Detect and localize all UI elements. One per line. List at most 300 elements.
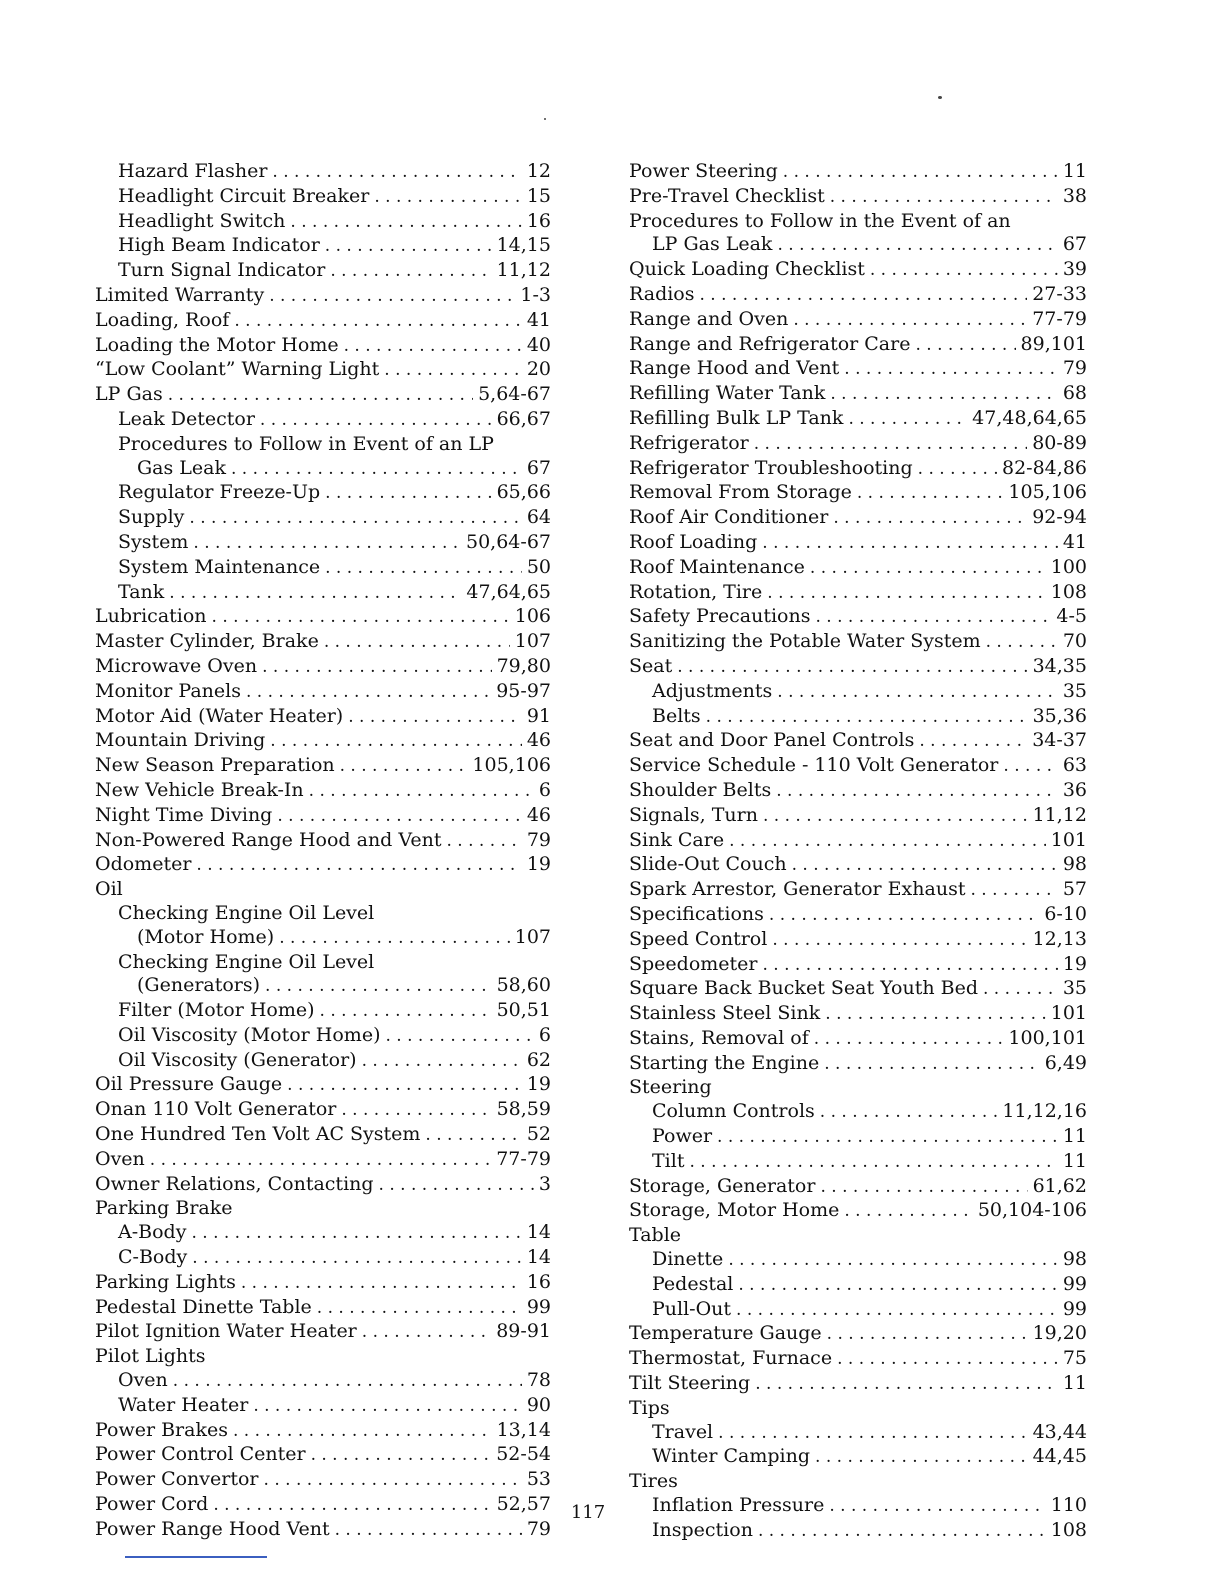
dot-leader [844,358,1058,382]
dot-leader [833,507,1027,531]
index-entry-term: Speedometer [629,952,758,975]
dot-leader [344,335,522,359]
dot-leader [777,681,1058,705]
index-entry [95,358,551,383]
dot-leader [374,186,521,210]
index-entry [95,630,551,655]
index-entry-term: Odometer [95,853,192,876]
index-entry-page: 105,106 [472,754,551,777]
dot-leader [700,284,1028,308]
index-entry [95,531,551,556]
dot-leader [820,1176,1027,1200]
dot-leader [706,706,1028,730]
dot-leader [729,830,1046,854]
index-entry [95,1394,551,1419]
index-entry-term: Table [629,1224,682,1247]
index-entry [95,481,551,506]
dot-leader [919,730,1027,754]
index-entry-page: 41 [1062,530,1087,553]
index-entry-term: Belts [652,704,701,727]
index-entry-page: 101 [1050,828,1087,851]
index-entry [629,680,1087,705]
index-entry [95,1197,551,1221]
index-entry-page: 39 [1062,258,1087,281]
index-entry-term: Removal From Storage [629,481,852,504]
index-entry-page: 98 [1062,853,1087,876]
index-entry-term: Power Range Hood Vent [95,1517,330,1540]
index-entry [629,506,1087,531]
index-entry [95,926,551,951]
index-entry-page: 11 [1062,1149,1087,1172]
index-entry [95,1098,551,1123]
index-entry [95,853,551,878]
index-entry-page: 11 [1062,160,1087,182]
index-entry [95,605,551,630]
index-entry [629,1052,1087,1077]
index-entry-term: (Generators) [137,974,261,997]
index-entry [629,754,1087,779]
index-entry-term: Monitor Panels [95,679,241,702]
index-entry-term: New Vehicle Break-In [95,778,304,801]
dot-leader [340,755,468,779]
index-entry-page: 99 [526,1295,551,1318]
index-entry-term: Rotation, Tire [629,580,763,603]
index-entry-term: Square Back Bucket Seat Youth Bed [629,977,978,1000]
index-entry-page: 95-97 [496,679,551,702]
index-entry-term: Pedestal [652,1272,734,1295]
index-entry-term: Tank [118,580,165,603]
index-entry-term: Sink Care [629,828,725,851]
index-entry-term: Oven [95,1147,145,1170]
index-entry-page: 108 [1050,580,1087,603]
index-entry-page: 99 [1062,1272,1087,1295]
index-entry-term: Motor Aid (Water Heater) [95,704,344,727]
index-entry-term: Oil Viscosity (Motor Home) [118,1023,381,1046]
index-entry-term: Oven [118,1369,168,1392]
index-entry-page: 40 [526,333,551,356]
index-entry [95,1296,551,1321]
index-entry [95,680,551,705]
index-entry-term: System Maintenance [118,555,321,578]
index-entry-term: Shoulder Belts [629,778,772,801]
index-entry [629,1100,1087,1125]
dot-leader [830,383,1057,407]
index-entry-page: 61,62 [1032,1174,1087,1197]
index-entry [629,1470,1087,1494]
index-entry-page: 107 [514,630,551,653]
index-entry-page: 20 [526,358,551,381]
dot-leader [825,1003,1045,1027]
index-entry-term: Gas Leak [137,456,226,479]
index-entry-term: Non-Powered Range Hood and Vent [95,828,442,851]
index-entry-page: 100,101 [1008,1026,1087,1049]
index-entry-page: 35 [1062,977,1087,1000]
index-entry-page: 89-91 [496,1320,551,1343]
dot-leader [325,235,492,259]
index-entry [629,1150,1087,1175]
dot-leader [385,1025,533,1049]
dot-leader [793,309,1027,333]
index-entry [95,974,551,999]
index-entry-term: Range and Refrigerator Care [629,332,911,355]
index-entry-term: (Motor Home) [137,925,275,948]
index-entry-page: 27-33 [1032,282,1087,305]
dot-leader [758,1520,1046,1544]
index-entry [95,878,551,902]
index-entry-page: 77-79 [496,1147,551,1170]
index-entry [629,977,1087,1002]
index-entry [95,705,551,730]
index-entry-term: Inspection [652,1518,753,1541]
index-entry [95,779,551,804]
index-entry [95,383,551,408]
index-entry [95,1123,551,1148]
index-entry [95,1320,551,1345]
dot-leader [844,1200,972,1224]
index-entry-page: 50 [526,555,551,578]
index-entry-page: 47,64,65 [466,580,551,603]
dot-leader [192,1247,522,1271]
index-entry [629,210,1087,234]
index-entry [95,185,551,210]
index-entry-term: Owner Relations, Contacting [95,1172,374,1195]
index-entry-page: 35,36 [1032,704,1087,727]
index-entry-term: Range Hood and Vent [629,357,840,380]
index-entry-page: 77-79 [1032,307,1087,330]
index-entry [95,1221,551,1246]
dot-leader [320,1000,492,1024]
index-entry [95,334,551,359]
index-entry-term: Pedestal Dinette Table [95,1295,312,1318]
index-entry [95,999,551,1024]
index-entry-term: Refrigerator Troubleshooting [629,456,913,479]
index-entry [629,1224,1087,1248]
dot-leader [772,929,1027,953]
dot-leader [857,482,1004,506]
index-entry-page: 1-3 [520,283,551,306]
dot-leader [272,161,521,185]
index-entry-term: Parking Lights [95,1270,236,1293]
index-entry [629,605,1087,630]
dot-leader [870,259,1058,283]
index-entry [629,457,1087,482]
index-entry-term: Tips [629,1396,670,1419]
index-entry-page: 65,66 [496,481,551,504]
index-entry-page: 99 [1062,1297,1087,1320]
index-entry [95,506,551,531]
dot-leader [189,507,521,531]
index-entry [95,902,551,926]
index-entry [95,556,551,581]
index-entry [95,951,551,975]
index-entry [629,258,1087,283]
index-entry-term: One Hundred Ten Volt AC System [95,1123,421,1146]
index-entry [629,1421,1087,1446]
index-entry [629,531,1087,556]
dot-leader [777,234,1057,258]
index-entry-page: 79 [1062,357,1087,380]
index-entry [95,804,551,829]
index-entry [95,259,551,284]
index-entry-term: Hazard Flasher [118,160,268,182]
page-number: 117 [570,1502,606,1523]
index-entry-term: LP Gas Leak [652,233,773,256]
index-entry-term: Travel [652,1420,714,1443]
dot-leader [246,681,491,705]
dot-leader [330,260,491,284]
index-entry [95,1024,551,1049]
index-entry-page: 53 [526,1468,551,1491]
dot-leader [767,582,1045,606]
index-entry [629,630,1087,655]
index-entry-term: Tilt Steering [629,1372,751,1395]
index-entry [629,705,1087,730]
index-entry [95,1073,551,1098]
dot-leader [260,409,492,433]
dot-leader [169,582,461,606]
scan-speck [938,96,942,99]
index-entry-term: Water Heater [118,1393,249,1416]
index-entry [629,432,1087,457]
index-entry [629,233,1087,258]
index-entry-term: Loading the Motor Home [95,333,339,356]
index-entry-page: 90 [526,1393,551,1416]
index-entry-page: 46 [526,729,551,752]
index-entry-term: Pilot Ignition Water Heater [95,1320,357,1343]
index-entry-page: 52 [526,1123,551,1146]
index-entry-term: Signals, Turn [629,803,758,826]
index-entry-term: New Season Preparation [95,754,335,777]
dot-leader [168,384,473,408]
dot-leader [446,830,521,854]
dot-leader [814,1028,1004,1052]
dot-leader [728,1249,1058,1273]
index-entry [629,308,1087,333]
index-entry-term: Safety Precautions [629,605,811,628]
index-entry [629,878,1087,903]
dot-leader [792,854,1058,878]
dot-leader [264,1469,522,1493]
index-entry-page: 12 [526,160,551,182]
dot-leader [348,706,522,730]
index-entry-page: 79 [526,1517,551,1540]
dot-leader [986,631,1058,655]
index-entry-page: 6 [538,1023,551,1046]
index-entry-page: 34-37 [1032,729,1087,752]
dot-leader [820,1101,998,1125]
index-entry-page: 47,48,64,65 [972,406,1087,429]
index-entry-term: Winter Camping [652,1445,811,1468]
dot-leader [173,1370,522,1394]
index-entry-term: Power [652,1125,713,1148]
dot-leader [325,557,522,581]
index-entry-term: Power Brakes [95,1418,228,1441]
index-entry-term: Checking Engine Oil Level [118,901,375,924]
index-entry-term: Storage, Motor Home [629,1199,840,1222]
index-entry [629,185,1087,210]
index-entry-term: Slide-Out Couch [629,853,787,876]
index-entry-page: 68 [1062,382,1087,405]
index-entry-term: Pilot Lights [95,1345,206,1368]
dot-leader [762,532,1058,556]
index-entry [95,754,551,779]
index-entry [95,1173,551,1198]
index-entry [629,804,1087,829]
index-entry-term: Checking Engine Oil Level [118,950,375,973]
index-entry-page: 38 [1062,184,1087,207]
index-entry-term: Radios [629,282,695,305]
index-entry [629,829,1087,854]
dot-leader [279,927,510,951]
index-entry [629,1273,1087,1298]
index-entry-page: 11,12 [1032,803,1087,826]
index-entry-page: 34,35 [1032,654,1087,677]
index-entry-page: 36 [1062,778,1087,801]
dot-leader [718,1422,1027,1446]
dot-leader [970,879,1057,903]
index-entry-page: 108 [1050,1518,1087,1541]
dot-leader [324,631,510,655]
index-entry [95,210,551,235]
index-entry [629,481,1087,506]
index-entry [629,1347,1087,1372]
dot-leader [277,805,521,829]
index-entry [629,407,1087,432]
index-entry-term: Column Controls [652,1100,815,1123]
index-entry-page: 6 [538,778,551,801]
dot-leader [269,285,515,309]
index-entry-term: Stainless Steel Sink [629,1002,821,1025]
dot-leader [325,482,491,506]
index-entry-page: 11 [1062,1125,1087,1148]
dot-leader [763,954,1058,978]
index-entry-term: Stains, Removal of [629,1026,809,1049]
index-entry [629,1027,1087,1052]
index-entry [629,1175,1087,1200]
index-entry [629,779,1087,804]
dot-leader [379,1174,534,1198]
index-entry [95,1369,551,1394]
dot-leader [311,1444,492,1468]
dot-leader [918,458,997,482]
index-entry-page: 100 [1050,555,1087,578]
index-entry-term: Parking Brake [95,1197,233,1220]
index-entry-page: 52-54 [496,1443,551,1466]
index-entry-term: Starting the Engine [629,1051,820,1074]
index-entry-term: Thermostat, Furnace [629,1347,833,1370]
index-entry-page: 11 [1062,1372,1087,1395]
index-entry [95,1419,551,1444]
dot-leader [384,359,522,383]
index-entry [95,581,551,606]
index-column-right [629,160,1087,1544]
index-entry [629,1199,1087,1224]
dot-leader [1003,755,1057,779]
index-entry-term: Temperature Gauge [629,1322,822,1345]
index-entry [629,1322,1087,1347]
index-entry-term: C-Body [118,1246,188,1269]
index-entry-page: 5,64-67 [478,383,551,406]
dot-leader [776,780,1058,804]
index-entry-term: Seat [629,654,673,677]
dot-leader [212,606,510,630]
dot-leader [191,1222,521,1246]
index-entry-term: Leak Detector [118,407,255,430]
index-entry [629,1445,1087,1470]
dot-leader [738,1274,1057,1298]
index-entry [629,1298,1087,1323]
index-entry-page: 98 [1062,1248,1087,1271]
index-entry [629,953,1087,978]
index-entry-term: Tires [629,1470,678,1493]
dot-leader [827,1323,1028,1347]
index-entry-page: 35 [1062,679,1087,702]
dot-leader [253,1395,522,1419]
dot-leader [755,1373,1058,1397]
index-entry [629,655,1087,680]
index-entry-page: 50,104-106 [977,1199,1087,1222]
index-entry-page: 110 [1050,1494,1087,1517]
index-entry-term: “Low Coolant” Warning Light [95,358,380,381]
index-entry [95,234,551,259]
index-entry-page: 106 [514,605,551,628]
index-entry [629,903,1087,928]
index-entry [95,1049,551,1074]
index-entry [95,1271,551,1296]
dot-leader [815,606,1051,630]
dot-leader [810,557,1046,581]
index-entry-page: 11,12,16 [1002,1100,1087,1123]
index-entry-page: 79 [526,828,551,851]
dot-leader [689,1151,1057,1175]
index-entry-term: Specifications [629,902,764,925]
index-entry-page: 6,49 [1044,1051,1087,1074]
dot-leader [234,310,521,334]
dot-leader [915,334,1015,358]
index-entry-page: 67 [526,456,551,479]
index-entry-page: 50,64-67 [466,530,551,553]
index-entry-page: 89,101 [1020,332,1087,355]
dot-leader [677,656,1027,680]
index-entry [629,382,1087,407]
index-entry [629,581,1087,606]
index-entry-term: Roof Air Conditioner [629,506,829,529]
dot-leader [736,1299,1058,1323]
index-entry-term: Power Convertor [95,1468,259,1491]
index-entry [629,283,1087,308]
index-entry [629,853,1087,878]
index-entry [629,1372,1087,1397]
index-entry-term: Roof Maintenance [629,555,805,578]
index-entry [95,457,551,482]
index-entry-term: Sanitizing the Potable Water System [629,630,981,653]
index-entry-page: 64 [526,506,551,529]
dot-leader [763,805,1028,829]
dot-leader [241,1272,522,1296]
index-entry [95,655,551,680]
index-entry-term: A-Body [118,1221,187,1244]
index-entry-term: Power Cord [95,1493,209,1516]
index-entry [95,1345,551,1369]
index-entry-term: Night Time Diving [95,803,273,826]
index-entry-term: Dinette [652,1248,724,1271]
dot-leader [717,1126,1058,1150]
index-entry-page: 19,20 [1032,1322,1087,1345]
index-entry [629,1248,1087,1273]
index-entry-term: Onan 110 Volt Generator [95,1098,337,1121]
index-entry-page: 11,12 [496,259,551,282]
index-entry-term: Loading, Roof [95,308,230,331]
